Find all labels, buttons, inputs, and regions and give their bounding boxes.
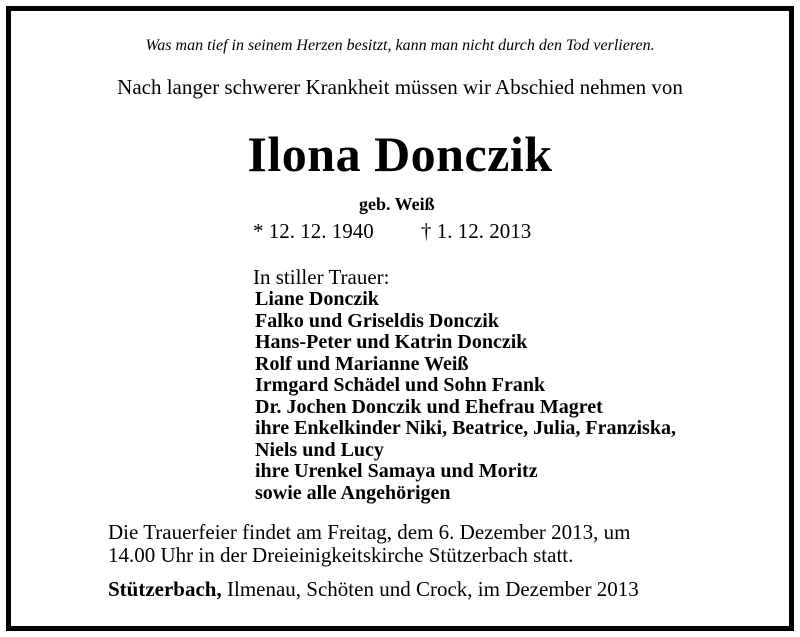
mourner-item: Liane Donczik: [255, 288, 379, 310]
funeral-line: Die Trauerfeier findet am Freitag, dem 6. Dezember 2013, um: [108, 520, 631, 544]
mourner-item: Dr. Jochen Donczik und Ehefrau Magret: [255, 395, 603, 418]
closing-line: [108, 577, 639, 602]
mourner-item: Hans-Peter und Katrin Donczik: [255, 331, 528, 353]
quote: Was man tief in seinem Herzen besitzt, kann man nicht durch den Tod verlieren.: [145, 37, 655, 54]
mourner-item: Irmgard Schädel und Sohn Frank: [255, 374, 546, 396]
mourning-label: In stiller Trauer:: [253, 265, 390, 289]
mourner-item: Rolf und Marianne Weiß: [255, 352, 469, 375]
funeral-info: [108, 521, 708, 567]
mourner-item: ihre Urenkel Samaya und Moritz: [255, 460, 538, 482]
mourners-list: [255, 289, 676, 504]
death-date: † 1. 12. 2013: [421, 219, 532, 243]
mourner-item: ihre Enkelkinder Niki, Beatrice, Julia, Franziska,: [255, 417, 676, 439]
obituary-frame: [6, 6, 794, 631]
mourner-item: Niels und Lucy: [255, 438, 384, 461]
deceased-name: Ilona Donczik: [247, 126, 553, 182]
closing-place: Stützerbach,: [108, 577, 222, 601]
mourner-item: Falko und Griseldis Donczik: [255, 309, 499, 332]
birth-date: * 12. 12. 1940: [253, 219, 374, 243]
intro-text: Nach langer schwerer Krankheit müssen wir Abschied nehmen von: [117, 75, 683, 99]
closing-places-date: Ilmenau, Schöten und Crock, im Dezember 2013: [221, 577, 639, 601]
maiden-name: geb. Weiß: [359, 194, 435, 214]
funeral-line: 14.00 Uhr in der Dreieinigkeitskirche Stützerbach statt.: [108, 543, 574, 567]
mourner-item: sowie alle Angehörigen: [255, 481, 451, 504]
